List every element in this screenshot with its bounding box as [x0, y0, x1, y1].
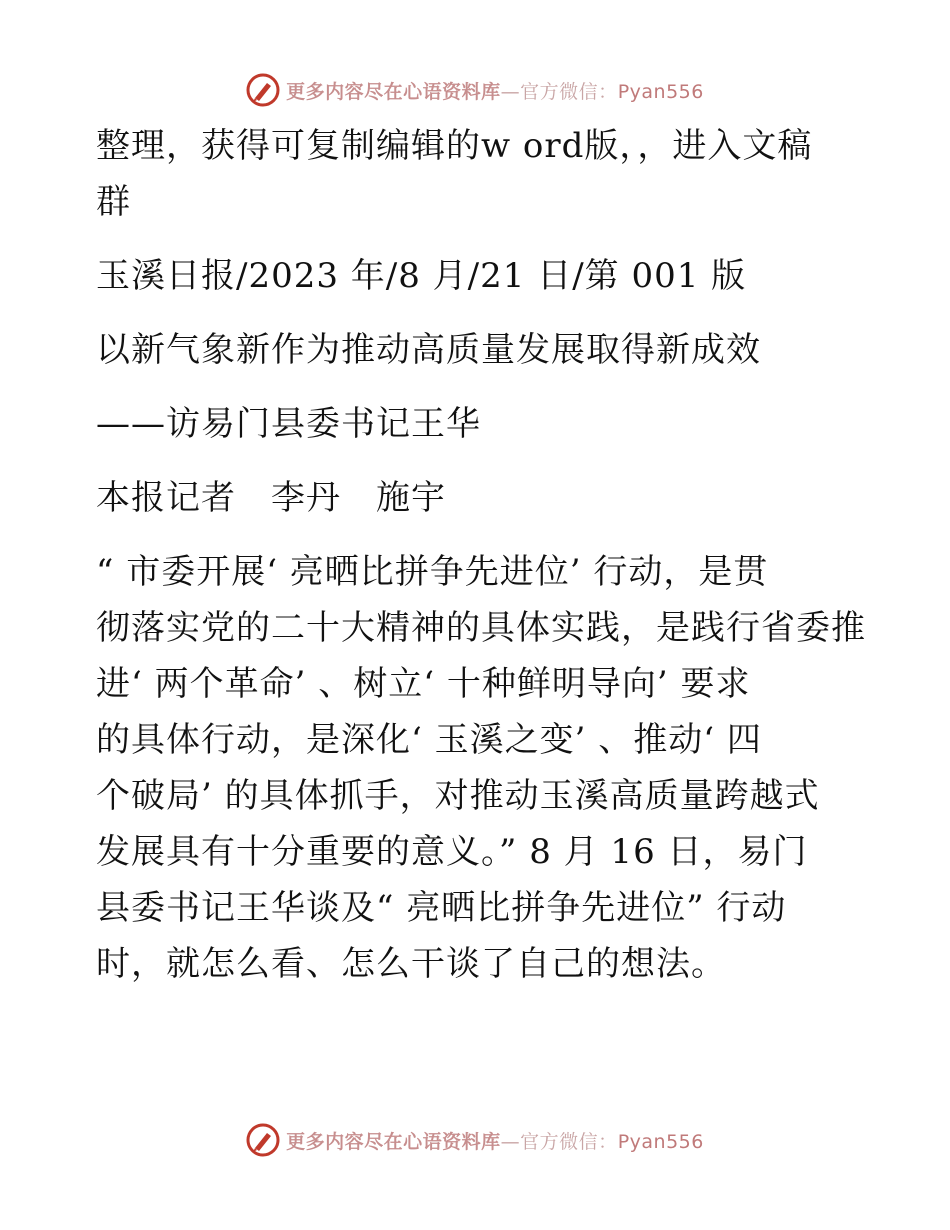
watermark-contact-label: 官方微信：: [520, 80, 618, 103]
source-line: 玉溪日报/2023 年/8 月/21 日/第 001 版: [96, 256, 747, 296]
body-line: 彻落实党的二十大精神的具体实践，是践行省委推: [96, 608, 866, 648]
byline: 本报记者 李丹 施宇: [96, 478, 446, 518]
intro-line: 群: [96, 182, 131, 222]
headline: 以新气象新作为推动高质量发展取得新成效: [96, 330, 761, 370]
watermark-contact-label: 官方微信：: [520, 1130, 618, 1153]
intro-line: 整理，获得可复制编辑的w ord版，，进入文稿: [96, 126, 813, 166]
subheadline: ——访易门县委书记王华: [96, 404, 481, 444]
watermark-banner-top: [0, 70, 950, 110]
document-body: [96, 118, 866, 992]
pen-logo-icon: [246, 1123, 280, 1157]
body-line: 个破局’ 的具体抓手，对推动玉溪高质量跨越式: [96, 776, 820, 816]
body-line: 时，就怎么看、怎么干谈了自己的想法。: [96, 944, 726, 984]
watermark-contact-id: Pyan556: [617, 1130, 704, 1153]
body-line: 进‘ 两个革命’ 、树立‘ 十种鲜明导向’ 要求: [96, 664, 751, 704]
watermark-text: [286, 77, 704, 104]
body-line: 的具体行动，是深化‘ 玉溪之变’ 、推动‘ 四: [96, 720, 762, 760]
pen-logo-icon: [246, 73, 280, 107]
body-line: 发展具有十分重要的意义。” 8 月 16 日，易门: [96, 832, 808, 872]
watermark-banner-bottom: [0, 1120, 950, 1160]
body-line: “ 市委开展‘ 亮晒比拼争先进位’ 行动，是贯: [96, 552, 769, 592]
watermark-site-text: 更多内容尽在心语资料库: [286, 1130, 501, 1153]
watermark-text: [286, 1127, 704, 1154]
watermark-site-text: 更多内容尽在心语资料库: [286, 80, 501, 103]
watermark-separator: —: [500, 80, 521, 103]
body-line: 县委书记王华谈及“ 亮晒比拼争先进位” 行动: [96, 888, 787, 928]
watermark-separator: —: [500, 1130, 521, 1153]
watermark-contact-id: Pyan556: [617, 80, 704, 103]
